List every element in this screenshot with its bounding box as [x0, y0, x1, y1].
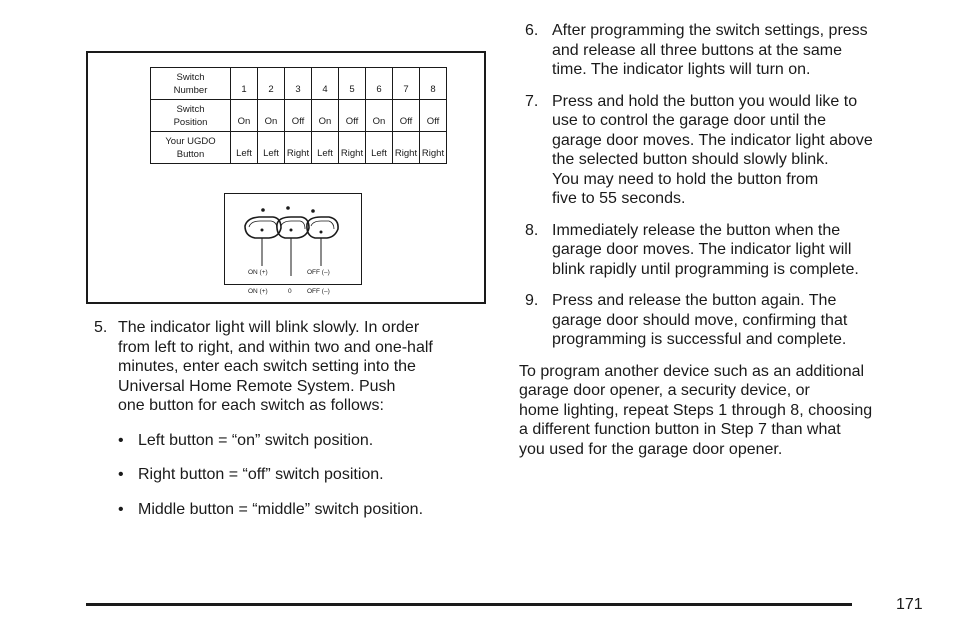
- step-line: The indicator light will blink slowly. In order: [118, 319, 420, 336]
- step-number: 5.: [94, 319, 108, 336]
- bullet-icon: •: [118, 500, 124, 518]
- paragraph-line: home lighting, repeat Steps 1 through 8, choosing: [519, 401, 873, 419]
- middle-label-lower: 0: [288, 288, 292, 295]
- step-line: Immediately release the button when the: [552, 221, 841, 239]
- paragraph-line: a different function button in Step 7 than what: [519, 421, 841, 438]
- step-line: the selected button should slowly blink.: [552, 151, 829, 168]
- bullet-text: Right button = “off” switch position.: [138, 466, 384, 483]
- table-cell: Right: [339, 132, 366, 164]
- step-line: garage door moves. The indicator light will: [552, 241, 852, 258]
- step-8: [519, 221, 919, 280]
- on-label-upper: ON (+): [248, 269, 268, 276]
- step-line: minutes, enter each switch setting into the: [118, 358, 416, 375]
- table-cell: Off: [420, 100, 447, 132]
- step-line: Universal Home Remote System. Push: [118, 377, 396, 395]
- paragraph-line: garage door opener, a security device, or: [519, 382, 810, 399]
- off-label-upper: OFF (–): [307, 269, 330, 276]
- table-cell: On: [231, 100, 258, 132]
- bullet-icon: •: [118, 466, 124, 483]
- step-line: one button for each switch as follows:: [118, 397, 384, 414]
- step-number: 9.: [525, 292, 539, 309]
- off-label-lower: OFF (–): [307, 288, 330, 295]
- table-cell: 5: [339, 68, 366, 100]
- table-cell: 7: [393, 68, 420, 100]
- table-row: [151, 68, 447, 100]
- switch-figure: [86, 51, 486, 304]
- step-line: garage door should move, confirming that: [552, 311, 848, 329]
- step-line: You may need to hold the button from: [552, 170, 819, 188]
- table-row: [151, 132, 447, 164]
- table-cell: 8: [420, 68, 447, 100]
- table-cell: Left: [366, 132, 393, 164]
- left-column: [94, 318, 504, 519]
- bullet-text: Left button = “on” switch position.: [138, 431, 374, 449]
- row-label: Switch Number: [151, 68, 231, 100]
- row-label: Your UGDO Button: [151, 132, 231, 164]
- table-cell: 1: [231, 68, 258, 100]
- bullet-item: [94, 500, 504, 520]
- table-cell: Left: [258, 132, 285, 164]
- table-cell: Off: [339, 100, 366, 132]
- right-column: [519, 21, 919, 459]
- paragraph-line: you used for the garage door opener.: [519, 440, 783, 458]
- step-line: blink rapidly until programming is complete.: [552, 260, 859, 278]
- table-cell: Off: [393, 100, 420, 132]
- button-diagram: [224, 193, 362, 285]
- step-line: from left to right, and within two and one-half: [118, 338, 433, 356]
- step-9: [519, 291, 919, 350]
- table-cell: Off: [285, 100, 312, 132]
- table-row: [151, 100, 447, 132]
- switch-table: [150, 67, 447, 164]
- table-cell: Right: [393, 132, 420, 164]
- table-cell: On: [312, 100, 339, 132]
- table-cell: 6: [366, 68, 393, 100]
- table-cell: Left: [231, 132, 258, 164]
- table-cell: 3: [285, 68, 312, 100]
- step-6: [519, 21, 919, 80]
- table-cell: 2: [258, 68, 285, 100]
- step-number: 8.: [525, 221, 539, 239]
- step-line: use to control the garage door until the: [552, 112, 826, 129]
- bullet-item: [94, 431, 504, 451]
- step-number: 6.: [525, 22, 539, 39]
- step-line: time. The indicator lights will turn on.: [552, 61, 811, 78]
- step-5: [94, 318, 504, 416]
- bullet-icon: •: [118, 431, 124, 449]
- bullet-text: Middle button = “middle” switch position.: [138, 500, 424, 518]
- row-label: Switch Position: [151, 100, 231, 132]
- remote-buttons-illustration: [233, 202, 353, 276]
- paragraph-line: To program another device such as an additional: [519, 362, 865, 380]
- step-line: Press and hold the button you would like to: [552, 92, 858, 110]
- step-line: five to 55 seconds.: [552, 190, 686, 207]
- bullet-item: [94, 465, 504, 485]
- step-number: 7.: [525, 92, 539, 110]
- table-cell: Left: [312, 132, 339, 164]
- table-cell: On: [366, 100, 393, 132]
- step-line: garage door moves. The indicator light above: [552, 131, 873, 149]
- step-line: After programming the switch settings, press: [552, 22, 868, 39]
- table-cell: Right: [420, 132, 447, 164]
- closing-paragraph: [519, 362, 919, 460]
- step-line: programming is successful and complete.: [552, 331, 847, 348]
- page-number: 171: [896, 596, 923, 613]
- step-line: Press and release the button again. The: [552, 292, 837, 309]
- step-line: and release all three buttons at the same: [552, 41, 842, 59]
- footer-rule: [86, 603, 852, 606]
- table-cell: 4: [312, 68, 339, 100]
- table-cell: On: [258, 100, 285, 132]
- on-label-lower: ON (+): [248, 288, 268, 295]
- step-7: [519, 92, 919, 209]
- table-cell: Right: [285, 132, 312, 164]
